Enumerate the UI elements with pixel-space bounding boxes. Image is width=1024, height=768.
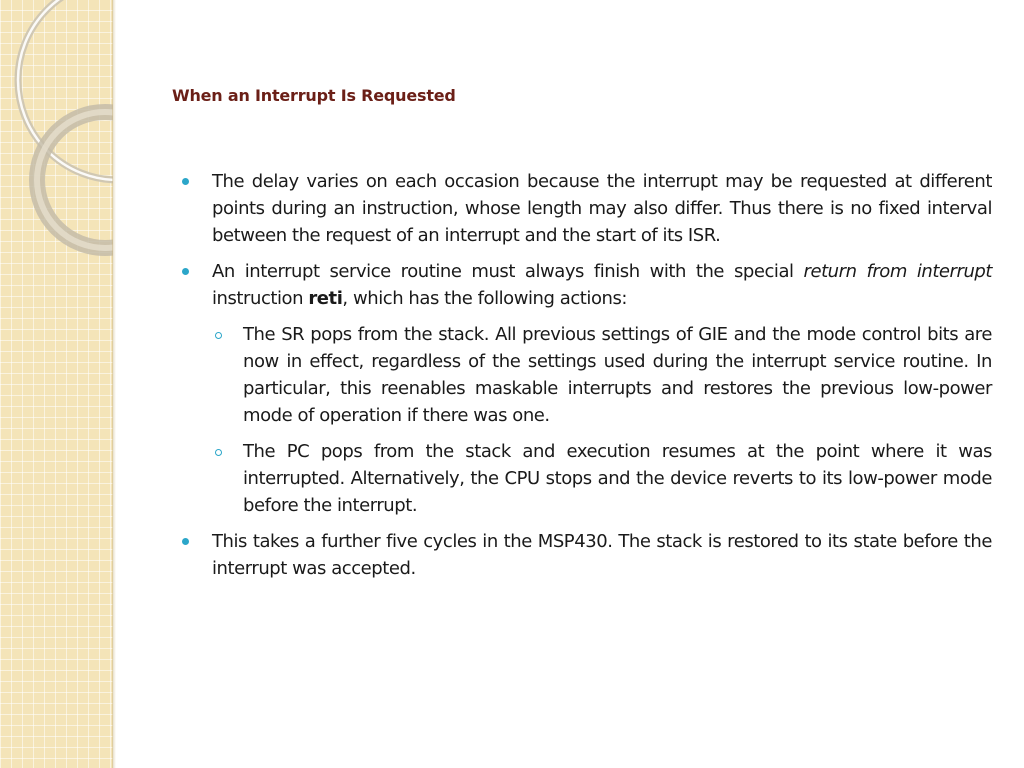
bullet-dot-icon: [182, 178, 189, 185]
bullet-ring-icon: [215, 449, 222, 456]
sub-bullet-item: [182, 321, 992, 429]
bullet-text: The delay varies on each occasion because the interrupt may be requested at different points during an instruction, whose length may also differ. Thus there is no fixed interval between the request of an interrupt and the start of its ISR.: [212, 171, 992, 246]
bullet-text-part: instruction: [212, 288, 309, 309]
bullet-item: [182, 528, 992, 582]
slide-content: [182, 168, 992, 591]
bullet-text: This takes a further five cycles in the MSP430. The stack is restored to its state before the interrupt was accepted.: [212, 531, 992, 579]
bullet-item: [182, 168, 992, 249]
bullet-text-part: An interrupt service routine must always finish with the special: [212, 261, 804, 282]
bullet-dot-icon: [182, 268, 189, 275]
sub-bullet-text: The SR pops from the stack. All previous settings of GIE and the mode control bits are now in effect, regardless of the settings used during the interrupt service routine. In particular, this reenables maskable interrupts and restores the previous low-power mode of operation if there was one.: [243, 324, 992, 426]
sub-bullet-item: [182, 438, 992, 519]
sub-bullet-text: The PC pops from the stack and execution resumes at the point where it was interrupted. Alternatively, the CPU stops and the device reverts to its low-power mode before the interrupt.: [243, 441, 992, 516]
bullet-text-part: , which has the following actions:: [342, 288, 628, 309]
slide-title: When an Interrupt Is Requested: [172, 86, 456, 105]
bullet-ring-icon: [215, 332, 222, 339]
bold-term: reti: [308, 288, 343, 309]
bullet-text: [212, 258, 992, 312]
italic-term: return from interrupt: [803, 261, 992, 282]
decorative-rings: [0, 0, 113, 768]
sidebar-edge: [112, 0, 116, 768]
bullet-item: [182, 258, 992, 312]
bullet-dot-icon: [182, 538, 189, 545]
decorative-sidebar: [0, 0, 113, 768]
